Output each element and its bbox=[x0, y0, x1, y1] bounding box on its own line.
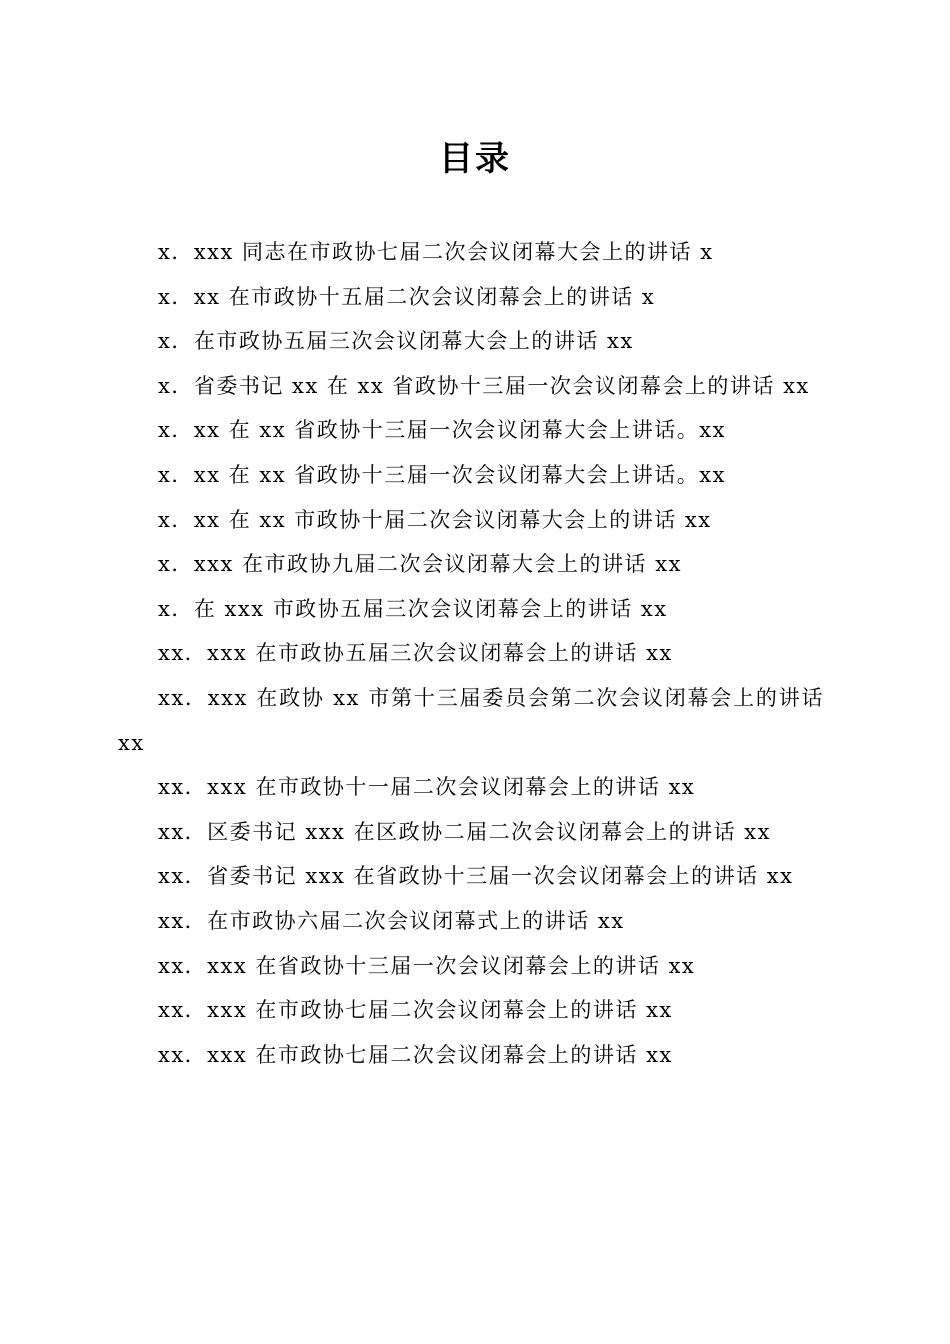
toc-entry-4: x．省委书记 xx 在 xx 省政协十三届一次会议闭幕会上的讲话 xx bbox=[158, 373, 810, 398]
toc-entry-2: x．xx 在市政协十五届二次会议闭幕会上的讲话 x bbox=[158, 284, 656, 309]
toc-entry-9: x．在 xxx 市政协五届三次会议闭幕会上的讲话 xx bbox=[158, 596, 668, 621]
toc-entry-12: xx．xxx 在市政协十一届二次会议闭幕会上的讲话 xx bbox=[158, 775, 696, 800]
toc-entry-15: xx．在市政协六届二次会议闭幕式上的讲话 xx bbox=[158, 908, 625, 933]
page-title: 目录 bbox=[439, 139, 511, 179]
table-of-contents bbox=[118, 230, 824, 1077]
toc-entry-8: x．xxx 在市政协九届二次会议闭幕大会上的讲话 xx bbox=[158, 552, 682, 577]
toc-entry-5: x．xx 在 xx 省政协十三届一次会议闭幕大会上讲话。xx bbox=[158, 418, 726, 443]
toc-entry-3: x．在市政协五届三次会议闭幕大会上的讲话 xx bbox=[158, 329, 634, 354]
toc-entry-17: xx．xxx 在市政协七届二次会议闭幕会上的讲话 xx bbox=[158, 998, 673, 1023]
toc-entry-11: xx．xxx 在政协 xx 市第十三届委员会第二次会议闭幕会上的讲话 xx bbox=[118, 685, 824, 755]
toc-entry-6: x．xx 在 xx 省政协十三届一次会议闭幕大会上讲话。xx bbox=[158, 462, 726, 487]
toc-entry-10: xx．xxx 在市政协五届三次会议闭幕会上的讲话 xx bbox=[158, 641, 673, 666]
toc-entry-13: xx．区委书记 xxx 在区政协二届二次会议闭幕会上的讲话 xx bbox=[158, 819, 771, 844]
toc-entry-1: x．xxx 同志在市政协七届二次会议闭幕大会上的讲话 x bbox=[158, 240, 714, 264]
toc-entry-7: x．xx 在 xx 市政协十届二次会议闭幕大会上的讲话 xx bbox=[158, 507, 712, 532]
toc-entry-18: xx．xxx 在市政协七届二次会议闭幕会上的讲话 xx bbox=[158, 1042, 673, 1067]
toc-entry-16: xx．xxx 在省政协十三届一次会议闭幕会上的讲话 xx bbox=[158, 953, 696, 978]
toc-entry-14: xx．省委书记 xxx 在省政协十三届一次会议闭幕会上的讲话 xx bbox=[158, 864, 794, 889]
